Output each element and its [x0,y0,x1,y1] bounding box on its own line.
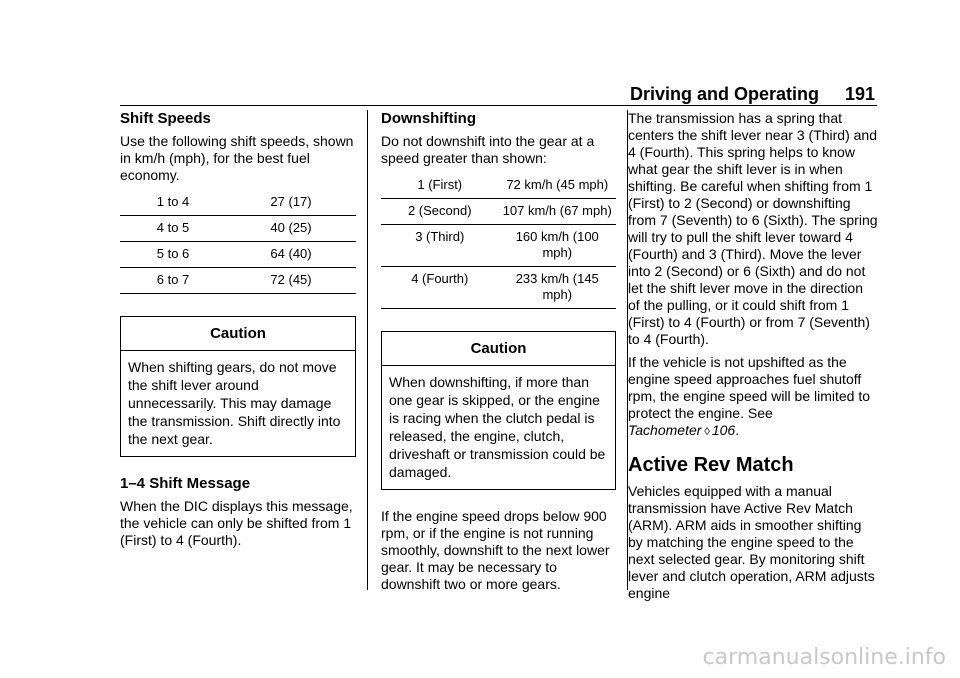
table-cell: 64 (40) [226,242,356,268]
caution-title: Caution [121,317,355,351]
shift-message-heading: 1–4 Shift Message [120,475,251,492]
header-rule [120,105,877,106]
table-row [381,267,616,309]
column-3 [628,110,878,608]
page-header [560,82,875,106]
spring-text: The transmission has a spring that centers the shift lever near 3 (Third) and 4 (Fourth). This spring helps to know what gear the shift lever is in when shifting. Be careful when shifting from 1 (First) to 2 (Second) or downshifting from 7 (Seventh) to 6 (Sixth). The spring will try to pull the shift lever toward 4 (Fourth) and 3 (Third). Move the lever into 2 (Second) or 6 (Sixth) and do not let the shift lever move in the direction of the pulling, or it could shift from 1 (First) to 4 (Fourth) or from 7 (Seventh) to 4 (Fourth). [628,110,878,347]
table-row [120,268,356,294]
table-cell: 40 (25) [226,216,356,242]
table-cell: 5 to 6 [120,242,226,268]
table-row [120,242,356,268]
table-row [120,190,356,216]
upshift-body: If the vehicle is not upshifted as the engine speed approaches fuel shutoff rpm, the engine speed will be limited to protect the engine. See [628,354,871,421]
tachometer-link[interactable]: Tachometer [628,422,702,438]
caution-box-shifting [120,316,356,457]
shift-message-body: When the DIC displays this message, the vehicle can only be shifted from 1 (First) to 4 (Fourth). [120,498,353,548]
table-cell: 160 km/h (100 mph) [499,225,617,267]
upshift-text [628,354,878,441]
caution-box-downshifting [381,331,616,490]
table-cell: 72 km/h (45 mph) [499,173,617,199]
table-cell: 1 to 4 [120,190,226,216]
active-rev-match-heading: Active Rev Match [628,454,794,476]
page-ref-icon: ◊ [704,426,710,438]
sentence-end: . [735,422,740,438]
table-row [120,216,356,242]
table-cell: 4 (Fourth) [381,267,499,309]
table-row [381,225,616,267]
table-cell: 4 to 5 [120,216,226,242]
table-row [381,173,616,199]
column-divider-1 [367,110,368,590]
column-2 [381,110,616,599]
tachometer-page-link[interactable]: 106 [711,422,736,438]
caution-body: When downshifting, if more than one gear is skipped, or the engine is racing when the clutch pedal is released, the engine, clutch, driveshaft or transmission could be damaged. [389,374,606,480]
downshifting-heading: Downshifting [381,110,476,127]
table-cell: 107 km/h (67 mph) [499,199,617,225]
downshifting-intro: Do not downshift into the gear at a speed greater than shown: [381,133,595,166]
shift-speeds-heading: Shift Speeds [120,110,211,127]
shift-speeds-table [120,190,356,294]
table-cell: 2 (Second) [381,199,499,225]
active-rev-match-body: Vehicles equipped with a manual transmission have Active Rev Match (ARM). ARM aids in smoother shifting by matching the engine speed to the next selected gear. By monitoring shift lever and clutch operation, ARM adjusts engine [628,483,875,601]
table-cell: 72 (45) [226,268,356,294]
table-row [381,199,616,225]
column-1 [120,110,356,555]
page-number: 191 [844,84,875,104]
table-cell: 1 (First) [381,173,499,199]
engine-speed-drop-text: If the engine speed drops below 900 rpm, or if the engine is not running smoothly, downshift to the next lower gear. It may be necessary to downshift two or more gears. [381,508,610,592]
downshift-speeds-table [381,173,616,309]
watermark-text: carmanualsonline.info [702,645,946,670]
table-cell: 233 km/h (145 mph) [499,267,617,309]
section-title: Driving and Operating [630,84,820,104]
caution-body: When shifting gears, do not move the shift lever around unnecessarily. This may damage the transmission. Shift directly into the next gear. [128,359,341,447]
table-cell: 6 to 7 [120,268,226,294]
table-cell: 3 (Third) [381,225,499,267]
table-cell: 27 (17) [226,190,356,216]
caution-title: Caution [382,332,615,366]
shift-speeds-intro: Use the following shift speeds, shown in km/h (mph), for the best fuel economy. [120,133,354,183]
